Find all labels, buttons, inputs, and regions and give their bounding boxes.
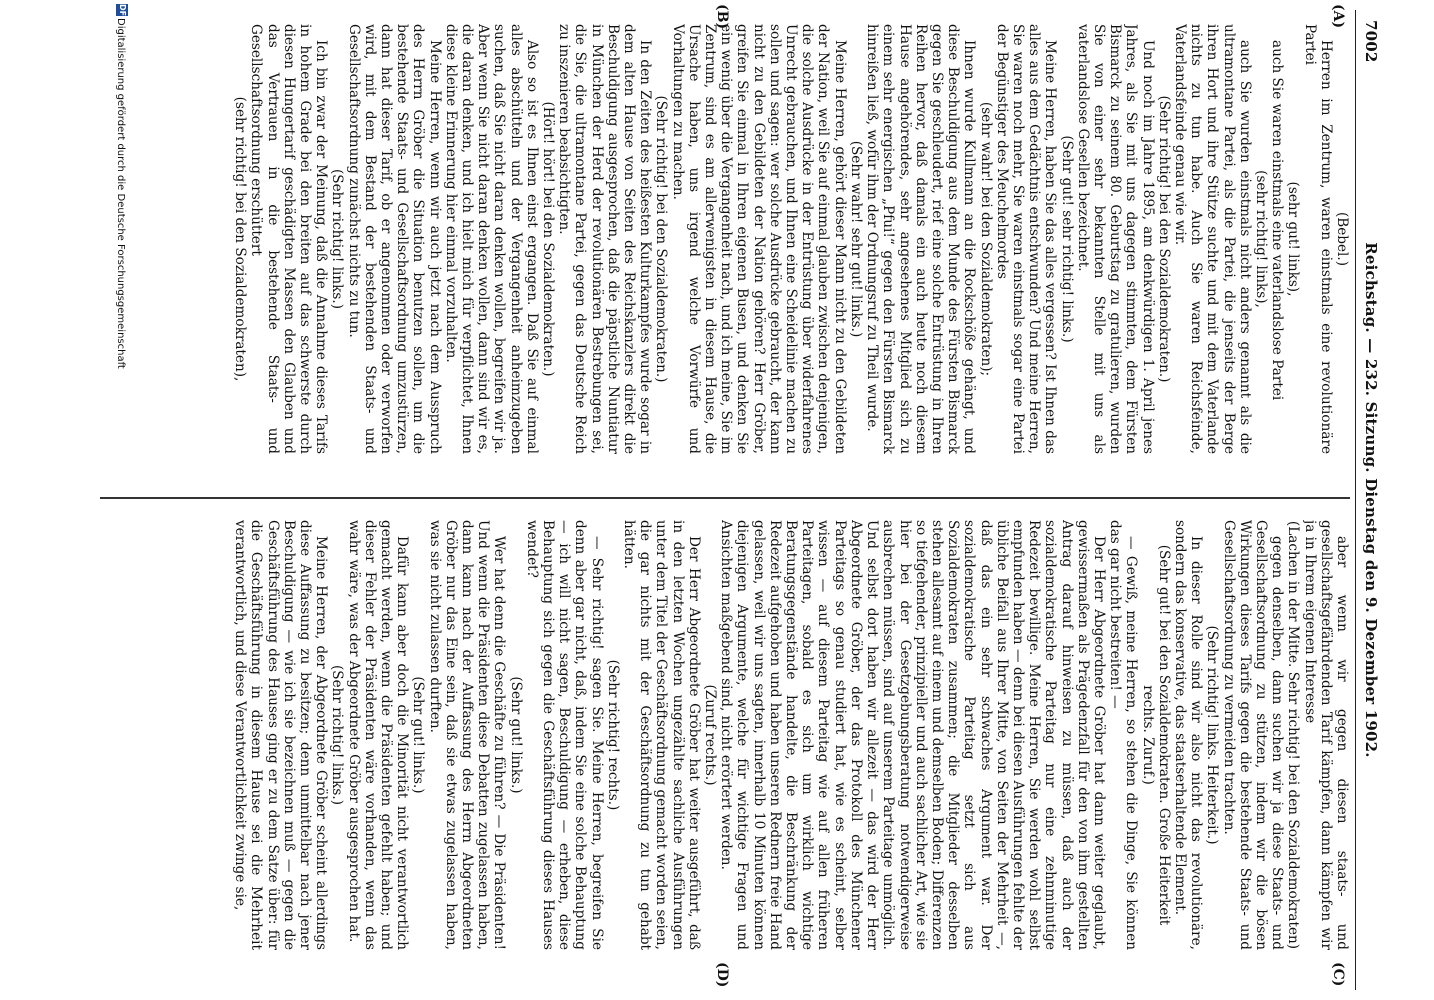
interjection: (sehr wahr! bei den Sozialdemokraten); [977,101,994,377]
margin-letter-a: (A) [1330,4,1346,29]
interjection: (Sehr richtig! bei den Sozialdemokraten.) [653,95,670,383]
interjection: (Hört! hört! bei den Sozialdemokraten.) [540,101,557,377]
paragraph: Meine Herren, gehört dieser Mann nicht zu den Gebildeten der Nation, weil Sie auf einmal glauben zwischen denjenigen, die solche Ausdrücke in der Entrüstung über widerfahrenes Unrecht gebrauchen, und Ihnen eine Scheidelinie machen zu sollen und sagen: wer solche Ausdrücke gebraucht, der kann nicht zu den Gebildeten der Nation gehören? Herr Gröber, greifen Sie einmal in Ihren eigenen Busen, und denken Sie ein wenig über die Vergangenheit nach, und ich meine, Sie im Zentrum, sind es am allerwenigsten in diesem Hause, die Ursache haben, uns irgend welche Vorwürfe und Vorhaltungen zu machen. [669,24,848,454]
paragraph: Ihnen wurde Kullmann an die Rockschöße gehängt, und diese Beschuldigung aus dem Munde des Fürsten Bismarck gegen Sie geschleudert, rief eine solche Entrüstung in Ihren Reihen hervor, daß damals ein auch heute noch diesem Hause angehörendes, sehr angesehenes Mitglied sich zu einem sehr energischen „Pfui!“ gegen den Fürsten Bismarck hinreißen ließ, wofür ihm der Ordnungsruf zu Theil wurde. [864,24,978,454]
paragraph: Also so ist es Ihnen einst ergangen. Daß Sie auf einmal alles abschütteln und der Vergangenheit anheimzugeben suchen, daß Sie nicht daran denken wollen, begreifen wir ja. Aber wenn Sie nicht daran denken wollen, dann sind wir es, die daran denken, und ich hielt mich für verpflichtet, Ihnen diese kleine Erinnerung hier einmal vorzuhalten. [442,24,540,454]
paragraph: Meine Herren, haben Sie das alles vergessen? Ist Ihnen das alles aus dem Gedächtnis entschwunden? Und meine Herren, Sie waren noch mehr, Sie waren einstmals sogar eine Partei der Begünstiger des Meuchelmordes [993,24,1059,454]
paragraph: Dafür kann aber doch die Minorität nicht verantwortlich gemacht werden, wenn die Präsidenten gefehlt haben; und dieser Fehler der Präsidenten wäre vorhanden, wenn das wahr wäre, was der Abgeordnete Gröber ausgesprochen hat. [345,520,411,950]
paragraph: Ich bin zwar der Meinung, daß die Annahme dieses Tarifs in hohem Grade bei den breiten auf das schwerste durch diesen Hungertarif geschädigten Massen den Glauben und das Vertrauen in die bestehende Staats- und Gesellschaftsordnung erschüttert [248,24,330,454]
page-footer [110,0,130,1000]
interjection: (Sehr gut! sehr richtig! links.) [1058,135,1075,343]
margin-letter-d: (D) [714,962,730,988]
paragraph: auch Sie wurden einstmals nicht anders genannt als die ultramontane Partei, als die Partei, die jenseits der Berge ihren Hort und ihre Stütze suchte und mit dem Vaterlande nichts zu tun habe. Auch Sie waren Reichsfeinde, Vaterlandsfeinde genau wie wir. [1171,24,1253,454]
interjection: (sehr richtig! bei den Sozialdemokraten), [232,96,249,382]
paragraph: Meine Herren, der Abgeordnete Gröber scheint allerdings diese Auffassung zu besitzen; denn unmittelbar nach jener Beschuldigung — wie ich sie bezeichnen muß — gegen die Geschäftsführung des Hauses ging er zu dem Satze über: für die Geschäftsführung in diesem Hause sei die Mehrheit verantwortlich, und diese Verantwortlichkeit zwinge sie, [232,520,330,950]
interjection: (Bebel.) [1334,211,1350,267]
paragraph: gegen denselben, dann suchen wir ja diese Staats- und Gesellschaftsordnung zu stützen, indem wir die bösen Wirkungen dieses Tarifs gegen die bestehende Staats- und Gesellschaftsordnung zu vermeiden trachten. [1220,520,1286,950]
page [95,0,1390,1000]
paragraph: In den Zeiten des heißesten Kulturkampfes wurde sogar in dem alten Hause von Seiten des Reichskanzlers direkt die Beschuldigung ausgesprochen, daß die päpstliche Nuntiatur in München der Herd der revolutionären Bestrebungen sei, die Sie, die ultramontane Partei, gegen das Deutsche Reich zu inszenieren beabsichtigten. [556,24,654,454]
paragraph: — Gewiß, meine Herren, so stehen die Dinge, Sie können das gar nicht bestreiten! — [1107,520,1140,950]
right-column [100,520,1350,950]
header-rule [1355,10,1356,990]
paragraph: Und noch im Jahre 1895, am denkwürdigen 1. April jenes Jahres, als Sie mit uns dagegen stimmten, dem Fürsten Bismarck zu seinem 80. Geburtstag zu gratulieren, wurden Sie von einer sehr bekannten Stelle mit uns als vaterlandslose Gesellen bezeichnet. [1074,24,1156,454]
interjection: (Sehr wahr! sehr gut! links.) [847,140,864,338]
footer-credit: Digitalisierung gefördert durch die Deutsche Forschungsgemeinschaft [115,18,126,369]
interjection: (Sehr richtig! links.) [329,168,346,310]
paragraph: Meine Herren, wenn wir auch jetzt nach dem Ausspruch des Herrn Gröber die Situation benutzen sollen, um die bestehende Staats- und Gesellschaftsordnung umzustürzen, dann hat dieser Tarif, ob er angenommen oder verworfen wird, mit dem Bestand der bestehenden Staats- und Gesellschaftsordnung zunächst nichts zu tun. [345,24,443,454]
paragraph: Der Herr Abgeordnete Gröber hat dann weiter geglaubt, gewissermaßen als Prägedenzfall für den von ihm gestellten Antrag darauf hinweisen zu müssen, daß auch der sozialdemokratische Parteitag nur eine zehnminutige Redezeit bewillige. Meine Herren, Sie werden wohl selbst empfunden haben — denn bei diesen Ausführungen fehlte der übliche Beifall aus Ihrer Mitte, von Seiten der Mehrheit —, daß das ein sehr schwaches Argument war. Der sozialdemokratische Parteitag setzt sich aus Sozialdemokraten zusammen; die Mitglieder desselben stehen allesamt auf einem und demselben Boden; Differenzen so tiefgehender, prinzipieller und auch sachlicher Art, wie sie hier bei der Gesetzgebungsberatung notwendigerweise ausbrechen müssen, sind auf unserem Parteitage unmöglich. Und selbst dort haben wir allezeit — das wird der Herr Abgeordnete Gröber, der das Protokoll des Münchener Parteitags so genau studiert hat, wie es scheint, selber wissen — auf diesem Parteitag wie auf allen früheren Parteitagen, sobald es sich um wirklich wichtige Beratungsgegenstände handelte, die Beschränkung der Redezeit aufgehoben und haben unseren Rednern freie Hand gelassen, weil wir uns sagten, innerhalb 10 Minuten können diejenigen Argumente, welche für wichtige Fragen und Ansichten maßgebend sind, nicht erörtert werden. [718,520,1107,950]
column-divider [100,497,1350,499]
interjection: (Lachen in der Mitte. Sehr richtig! bei den Sozialdemokraten) [1285,520,1302,950]
interjection: (Sehr richtig! links. Heiterkeit.) [1204,625,1221,845]
interjection: (Sehr gut! bei den Sozialdemokraten. Große Heiterkeit rechts. Zuruf.) [1139,544,1172,926]
paragraph: auch Sie waren einstmals eine vaterlandslose Partei [1269,40,1286,401]
interjection: (sehr gut! links), [1285,181,1302,297]
paragraph: aber wenn wir gegen diesen staats- und gesellschaftsgefährdenden Tarif kämpfen, dann kämpfen wir ja in Ihrem eigenen Interesse [1301,520,1350,950]
paragraph: — Sehr richtig! sagen Sie. Meine Herren, begreifen Sie denn aber gar nicht, daß, indem Sie eine solche Behauptung — ich will nicht sagen, Beschuldigung — erheben, diese Behauptung sich gegen die Geschäftsführung dieses Hauses wendet? [523,520,605,950]
interjection: (Sehr richtig! rechts.) [604,659,621,811]
interjection: (Sehr gut! links.) [410,676,427,794]
interjection: (Sehr gut! links.) [507,676,524,794]
margin-letter-c: (C) [1330,962,1346,987]
page-header [1358,20,1384,980]
page-number: 7002 [1362,20,1380,63]
page-title: Reichstag. — 232. Sitzung. Dienstag den 9. Dezember 1902. [1362,242,1380,758]
interjection: (sehr richtig! links), [1252,170,1269,308]
paragraph: Wer hat denn die Geschäfte zu führen? — Die Präsidenten! Und wenn die Präsidenten diese Debatten zugelassen haben, dann kann nach der Auffassung des Herrn Abgeordneten Gröber nur das Eine sein, daß sie etwas zugelassen haben, was sie nicht zulassen durften. [426,520,508,950]
paragraph: Der Herr Abgeordnete Gröber hat weiter ausgeführt, daß in den letzten Wochen ungezählte sachliche Ausführungen unter dem Titel der Geschäftsordnung gemacht worden seien, die gar nichts mit der Geschäftsordnung zu tun gehabt hätten. [621,520,702,950]
interjection: (Sehr richtig! bei den Sozialdemokraten.) [1155,95,1172,383]
interjection: (Sehr richtig! links.) [329,664,346,806]
interjection: (Zuruf rechts.) [702,684,719,786]
paragraph: In dieser Rolle sind wir also nicht das revolutionäre, sondern das konservative, das staatserhaltende Element. [1171,520,1205,950]
margin-letter-b: (B) [714,4,730,30]
left-column [100,24,1350,454]
paragraph: Herren im Zentrum, waren einstmals eine revolutionäre Partei [1301,24,1334,454]
dfg-logo: DFG [118,4,127,23]
